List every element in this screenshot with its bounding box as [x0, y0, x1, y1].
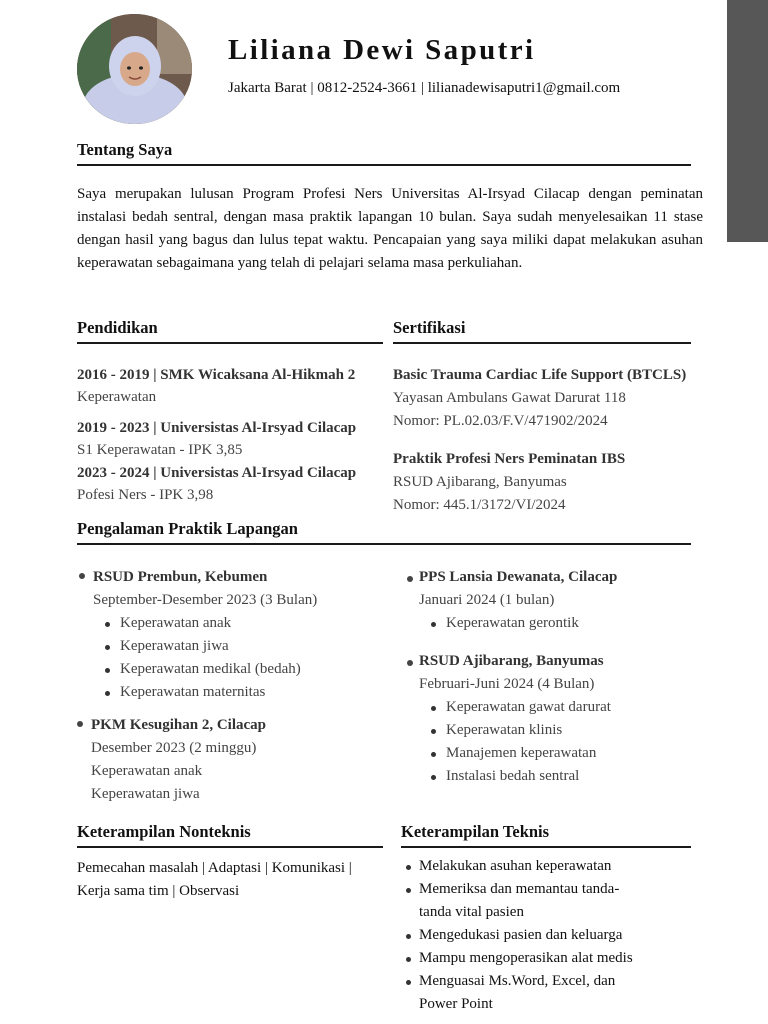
profile-photo — [77, 14, 192, 124]
bullet-icon — [77, 721, 83, 727]
hard-skills-list — [401, 855, 633, 1016]
experience-place: PPS Lansia Dewanata, Cilacap — [419, 569, 618, 585]
certification-issuer: RSUD Ajibarang, Banyumas — [393, 474, 567, 490]
experience-place: RSUD Prembun, Kebumen — [93, 569, 268, 585]
contact-info: Jakarta Barat | 0812-2524-3661 | lilianadewisaputri1@gmail.com — [228, 80, 621, 96]
certification-number: Nomor: PL.02.03/F.V/471902/2024 — [393, 413, 608, 429]
certification-title: Praktik Profesi Ners Peminatan IBS — [393, 451, 626, 467]
stase-item: Keperawatan klinis — [419, 719, 611, 742]
soft-skills-line: Kerja sama tim | Observasi — [77, 883, 240, 899]
education-detail: S1 Keperawatan - IPK 3,85 — [77, 442, 243, 458]
skill-item-continuation: tanda vital pasien — [419, 904, 524, 920]
candidate-name: Liliana Dewi Saputri — [228, 34, 536, 66]
bullet-icon — [431, 706, 436, 711]
education-heading: 2023 - 2024 | Universistas Al-Irsyad Cilacap — [77, 465, 357, 481]
education-detail: Keperawatan — [77, 389, 157, 405]
about-text: Saya merupakan lulusan Program Profesi Ners Universitas Al-Irsyad Cilacap dengan peminatan instalasi bedah sentral, dengan masa praktik lapangan 10 bulan. Saya sudah menyelesaikan 11 stase dengan hasil yang bagus dan lulus tepat waktu. Pencapaian yang saya miliki dapat melakukan asuhan keperawatan sebagaimana yang telah di pelajari selama masa perkuliahan. — [77, 186, 703, 271]
section-divider — [401, 846, 691, 848]
experience-item — [419, 650, 611, 788]
bullet-icon — [407, 576, 413, 582]
skill-item: Memeriksa dan memantau tanda- — [401, 878, 633, 901]
skill-item-continuation: Power Point — [419, 996, 493, 1012]
section-title-education: Pendidikan — [77, 318, 158, 337]
experience-place: RSUD Ajibarang, Banyumas — [419, 653, 604, 669]
section-divider — [393, 342, 691, 344]
stase-item: Manajemen keperawatan — [419, 742, 611, 765]
bullet-icon — [406, 934, 411, 939]
section-divider — [77, 846, 383, 848]
experience-period: Februari-Juni 2024 (4 Bulan) — [419, 676, 595, 692]
bullet-icon — [406, 888, 411, 893]
education-detail: Pofesi Ners - IPK 3,98 — [77, 487, 214, 503]
experience-item — [419, 566, 617, 635]
stase-item: Keperawatan jiwa — [91, 786, 200, 802]
stase-item: Keperawatan anak — [93, 612, 317, 635]
experience-place: PKM Kesugihan 2, Cilacap — [91, 717, 267, 733]
section-title-certification: Sertifikasi — [393, 318, 466, 337]
skill-item: Melakukan asuhan keperawatan — [401, 855, 633, 878]
education-heading: 2019 - 2023 | Universistas Al-Irsyad Cilacap — [77, 420, 357, 436]
stase-item: Keperawatan anak — [91, 763, 203, 779]
section-divider — [77, 164, 691, 166]
bullet-icon — [79, 573, 85, 579]
scrollbar-thumb[interactable] — [727, 0, 768, 242]
stase-item: Keperawatan gerontik — [419, 612, 617, 635]
stase-item: Instalasi bedah sentral — [419, 765, 611, 788]
experience-period: September-Desember 2023 (3 Bulan) — [93, 592, 318, 608]
soft-skills-line: Pemecahan masalah | Adaptasi | Komunikasi | — [77, 860, 352, 876]
section-title-about: Tentang Saya — [77, 140, 173, 159]
section-title-soft-skills: Keterampilan Nonteknis — [77, 822, 251, 841]
skill-item: Menguasai Ms.Word, Excel, dan — [401, 970, 633, 993]
certification-number: Nomor: 445.1/3172/VI/2024 — [393, 497, 566, 513]
certification-issuer: Yayasan Ambulans Gawat Darurat 118 — [393, 390, 626, 406]
bullet-icon — [431, 752, 436, 757]
bullet-icon — [105, 622, 110, 627]
section-title-experience: Pengalaman Praktik Lapangan — [77, 519, 298, 538]
section-title-hard-skills: Keterampilan Teknis — [401, 822, 550, 841]
education-heading: 2016 - 2019 | SMK Wicaksana Al-Hikmah 2 — [77, 367, 356, 383]
bullet-icon — [431, 775, 436, 780]
bullet-icon — [406, 957, 411, 962]
bullet-icon — [105, 691, 110, 696]
section-divider — [77, 342, 383, 344]
section-divider — [77, 543, 691, 545]
stase-item: Keperawatan medikal (bedah) — [93, 658, 317, 681]
stase-item: Keperawatan gawat darurat — [419, 696, 611, 719]
bullet-icon — [105, 645, 110, 650]
bullet-icon — [431, 622, 436, 627]
bullet-icon — [407, 660, 413, 666]
bullet-icon — [431, 729, 436, 734]
soft-skills-text — [77, 857, 352, 903]
stase-item: Keperawatan maternitas — [93, 681, 317, 704]
certification-title: Basic Trauma Cardiac Life Support (BTCLS) — [393, 367, 687, 383]
experience-period: Desember 2023 (2 minggu) — [91, 740, 257, 756]
bullet-icon — [406, 865, 411, 870]
bullet-icon — [406, 980, 411, 985]
bullet-icon — [105, 668, 110, 673]
experience-item — [91, 714, 266, 806]
education-list — [77, 364, 356, 507]
experience-period: Januari 2024 (1 bulan) — [419, 592, 555, 608]
certification-list — [393, 364, 686, 517]
skill-item: Mampu mengoperasikan alat medis — [401, 947, 633, 970]
experience-item — [93, 566, 317, 704]
skill-item: Mengedukasi pasien dan keluarga — [401, 924, 633, 947]
stase-item: Keperawatan jiwa — [93, 635, 317, 658]
